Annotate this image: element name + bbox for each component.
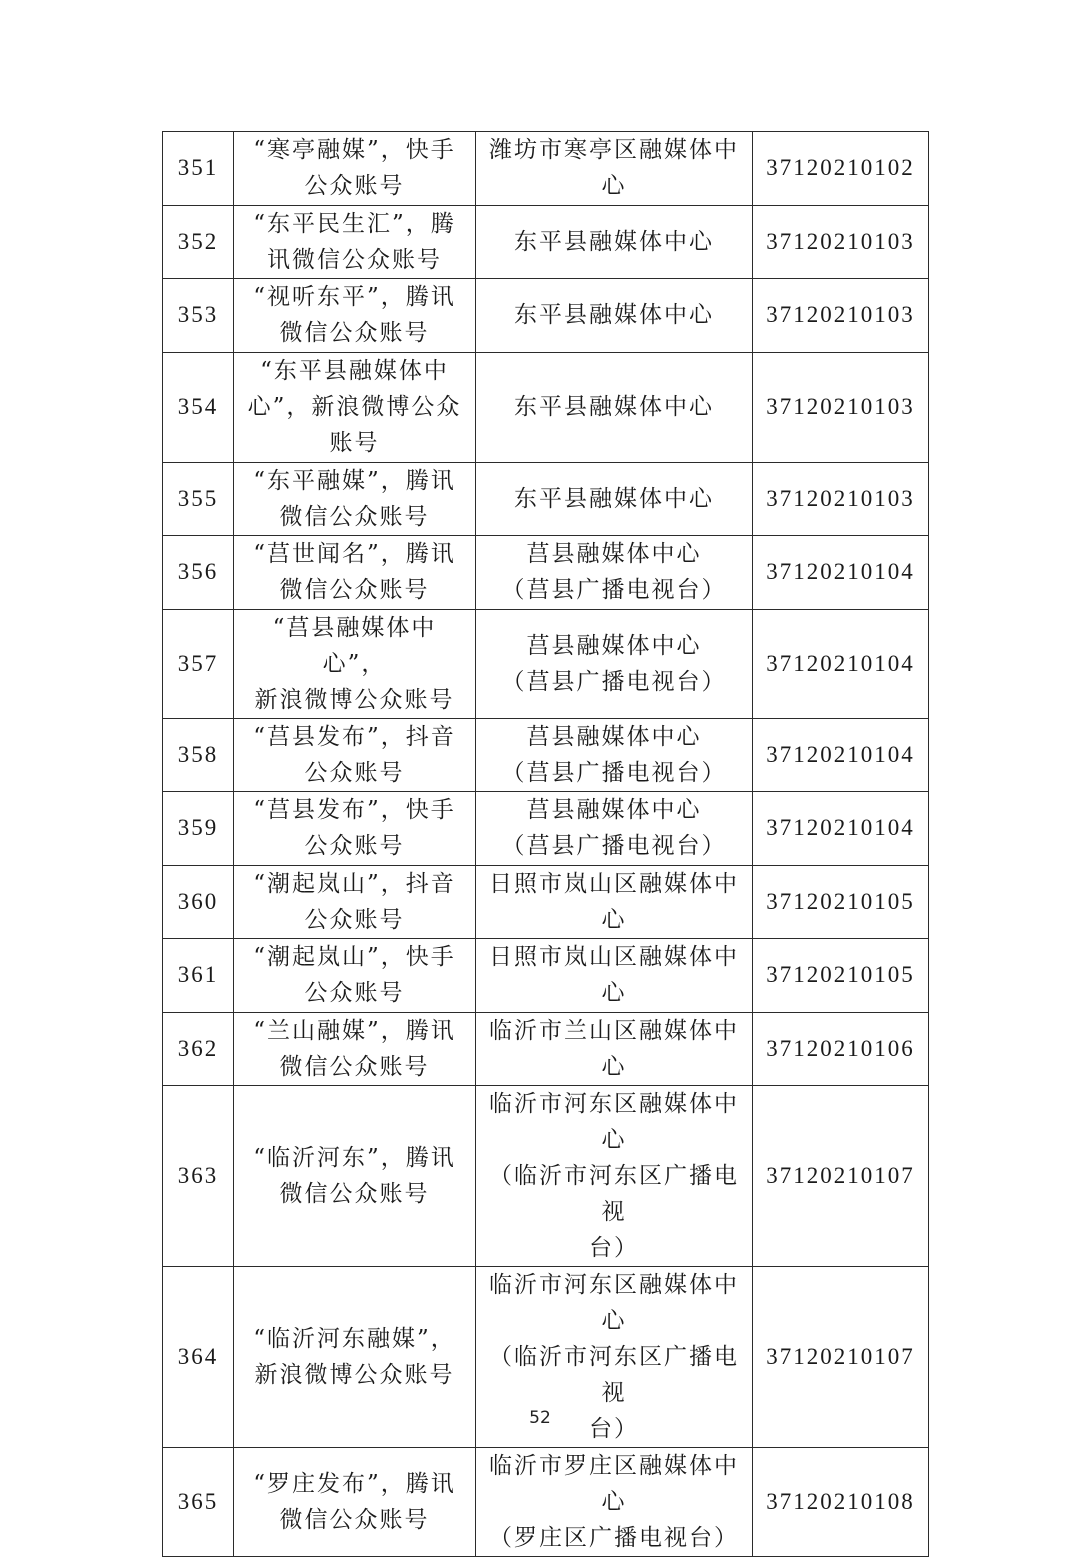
row-number: 358 — [163, 718, 234, 792]
organization: 临沂市罗庄区融媒体中心 （罗庄区广播电视台） — [476, 1448, 753, 1557]
registration-code: 37120210104 — [753, 536, 929, 610]
organization: 临沂市河东区融媒体中心 （临沂市河东区广播电视 台） — [476, 1086, 753, 1267]
account-name: “莒世闻名”，腾讯 微信公众账号 — [234, 536, 476, 610]
organization: 东平县融媒体中心 — [476, 352, 753, 462]
organization: 东平县融媒体中心 — [476, 205, 753, 279]
organization: 日照市岚山区融媒体中心 — [476, 939, 753, 1013]
account-name: “罗庄发布”，腾讯 微信公众账号 — [234, 1448, 476, 1557]
table-row — [163, 1448, 929, 1557]
table-row — [163, 1012, 929, 1086]
row-number: 365 — [163, 1448, 234, 1557]
table-row — [163, 536, 929, 610]
account-name: “兰山融媒”，腾讯 微信公众账号 — [234, 1012, 476, 1086]
registration-code: 37120210102 — [753, 132, 929, 206]
row-number: 353 — [163, 279, 234, 353]
registry-table — [162, 131, 929, 1557]
table-row — [163, 279, 929, 353]
page-number: 52 — [529, 1408, 551, 1428]
registration-code: 37120210103 — [753, 279, 929, 353]
table-row — [163, 352, 929, 462]
account-name: “莒县发布”，抖音 公众账号 — [234, 718, 476, 792]
registration-code: 37120210107 — [753, 1086, 929, 1267]
registration-code: 37120210103 — [753, 205, 929, 279]
row-number: 356 — [163, 536, 234, 610]
table-row — [163, 462, 929, 536]
row-number: 355 — [163, 462, 234, 536]
account-name: “潮起岚山”，抖音 公众账号 — [234, 865, 476, 939]
table-row — [163, 132, 929, 206]
registration-code: 37120210106 — [753, 1012, 929, 1086]
row-number: 354 — [163, 352, 234, 462]
row-number: 363 — [163, 1086, 234, 1267]
account-name: “莒县融媒体中心”， 新浪微博公众账号 — [234, 609, 476, 718]
account-name: “视听东平”，腾讯 微信公众账号 — [234, 279, 476, 353]
row-number: 364 — [163, 1267, 234, 1448]
table-row — [163, 939, 929, 1013]
registration-code: 37120210108 — [753, 1448, 929, 1557]
organization: 潍坊市寒亭区融媒体中心 — [476, 132, 753, 206]
registration-code: 37120210103 — [753, 462, 929, 536]
organization: 日照市岚山区融媒体中心 — [476, 865, 753, 939]
organization: 莒县融媒体中心 （莒县广播电视台） — [476, 792, 753, 866]
organization: 东平县融媒体中心 — [476, 462, 753, 536]
organization: 临沂市兰山区融媒体中心 — [476, 1012, 753, 1086]
registration-code: 37120210104 — [753, 718, 929, 792]
organization: 莒县融媒体中心 （莒县广播电视台） — [476, 718, 753, 792]
registration-code: 37120210107 — [753, 1267, 929, 1448]
row-number: 360 — [163, 865, 234, 939]
row-number: 351 — [163, 132, 234, 206]
registration-code: 37120210105 — [753, 865, 929, 939]
row-number: 352 — [163, 205, 234, 279]
row-number: 362 — [163, 1012, 234, 1086]
registration-code: 37120210104 — [753, 609, 929, 718]
registration-code: 37120210103 — [753, 352, 929, 462]
account-name: “寒亭融媒”，快手 公众账号 — [234, 132, 476, 206]
registration-code: 37120210105 — [753, 939, 929, 1013]
account-name: “临沂河东”，腾讯 微信公众账号 — [234, 1086, 476, 1267]
row-number: 359 — [163, 792, 234, 866]
account-name: “莒县发布”，快手 公众账号 — [234, 792, 476, 866]
row-number: 361 — [163, 939, 234, 1013]
table-row — [163, 865, 929, 939]
account-name: “东平县融媒体中 心”，新浪微博公众 账号 — [234, 352, 476, 462]
table-row — [163, 718, 929, 792]
row-number: 357 — [163, 609, 234, 718]
account-name: “东平民生汇”，腾 讯微信公众账号 — [234, 205, 476, 279]
account-name: “临沂河东融媒”， 新浪微博公众账号 — [234, 1267, 476, 1448]
table-row — [163, 205, 929, 279]
account-name: “潮起岚山”，快手 公众账号 — [234, 939, 476, 1013]
table-row — [163, 1086, 929, 1267]
account-name: “东平融媒”，腾讯 微信公众账号 — [234, 462, 476, 536]
organization: 莒县融媒体中心 （莒县广播电视台） — [476, 609, 753, 718]
organization: 莒县融媒体中心 （莒县广播电视台） — [476, 536, 753, 610]
registration-code: 37120210104 — [753, 792, 929, 866]
table-row — [163, 609, 929, 718]
organization: 临沂市河东区融媒体中心 （临沂市河东区广播电视 台） — [476, 1267, 753, 1448]
organization: 东平县融媒体中心 — [476, 279, 753, 353]
table-row — [163, 792, 929, 866]
